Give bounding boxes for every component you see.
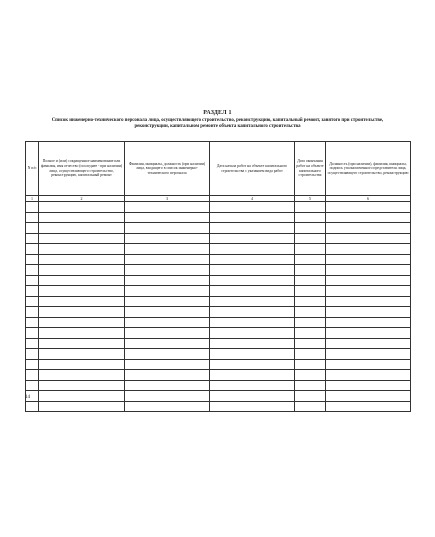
table-cell [39,317,125,328]
table-cell [295,212,326,223]
table-row [26,233,411,244]
table-cell [326,380,411,391]
table-cell [326,317,411,328]
table-cell [210,223,295,234]
table-cell [210,338,295,349]
table-cell [326,328,411,339]
table-cell [125,286,210,297]
table-row [26,212,411,223]
table-row [26,223,411,234]
table-cell [210,391,295,402]
table-cell [295,307,326,318]
table-cell [26,233,39,244]
table-cell [210,317,295,328]
table-cell [326,359,411,370]
table-row [26,275,411,286]
table-cell [26,244,39,255]
table-cell [210,307,295,318]
table-cell [125,244,210,255]
table-cell [210,380,295,391]
column-number: 2 [39,196,125,202]
table-cell [210,275,295,286]
table-row [26,317,411,328]
table-cell [295,391,326,402]
page-number: 14 [25,395,30,400]
table-cell [26,202,39,213]
header-col-4: Дата начала работ на объекте капитального строительства с указанием вида работ [210,142,295,196]
table-cell [39,296,125,307]
table-cell [326,370,411,381]
table-cell [125,223,210,234]
table-cell [125,349,210,360]
table-cell [210,265,295,276]
table-cell [210,244,295,255]
table-row [26,328,411,339]
table-cell [295,275,326,286]
table-cell [295,286,326,297]
table-cell [210,349,295,360]
table-cell [326,254,411,265]
table-cell [210,233,295,244]
table-cell [326,401,411,412]
table-cell [210,212,295,223]
table-cell [125,359,210,370]
header-col-1: N п/п [26,142,39,196]
table-row [26,370,411,381]
table-cell [295,233,326,244]
table-cell [125,233,210,244]
table-cell [326,223,411,234]
table-cell [39,349,125,360]
table-cell [295,380,326,391]
table-cell [26,212,39,223]
table-row [26,391,411,402]
table-cell [295,370,326,381]
header-col-6: Должность (при наличии), фамилия, инициалы, подпись уполномоченного представителя лица, осуществляющего строительство, реконструкцию [326,142,411,196]
table-row [26,265,411,276]
column-number: 5 [295,196,326,202]
table-cell [210,359,295,370]
table-cell [26,317,39,328]
table-cell [26,338,39,349]
table-cell [39,275,125,286]
column-number: 1 [26,196,39,202]
table-cell [295,338,326,349]
table-cell [39,244,125,255]
header-col-2: Полное и (или) сокращенное наименование или фамилия, имя отчество (последнее - при наличии) лица, осуществляющего строительство, реконструкцию, капитальный ремонт [39,142,125,196]
table-cell [26,265,39,276]
table-cell [125,391,210,402]
table-cell [125,317,210,328]
table-cell [210,286,295,297]
table-cell [26,328,39,339]
table-cell [125,254,210,265]
table-cell [39,233,125,244]
table-cell [326,286,411,297]
column-number: 4 [210,196,295,202]
table-cell [295,359,326,370]
table-cell [210,328,295,339]
table-cell [26,223,39,234]
column-number: 6 [326,196,411,202]
table-cell [39,338,125,349]
section-title: РАЗДЕЛ 1 [203,110,232,116]
table-cell [39,370,125,381]
table-cell [295,317,326,328]
table-row [26,380,411,391]
table-cell [26,380,39,391]
table-cell [326,338,411,349]
table-cell [326,275,411,286]
table-cell [125,296,210,307]
table-cell [295,244,326,255]
table-cell [26,254,39,265]
table-cell [326,265,411,276]
table-cell [326,296,411,307]
table-cell [210,401,295,412]
table-cell [26,370,39,381]
table-cell [125,380,210,391]
header-col-3: Фамилия, инициалы, должность (при наличии) лица, входящего в список инженерно-технического персонала [125,142,210,196]
table-cell [295,202,326,213]
header-col-5: Дата окончания работ на объекте капитального строительства [295,142,326,196]
table-row [26,202,411,213]
table-row [26,254,411,265]
table-cell [39,223,125,234]
table-cell [125,275,210,286]
personnel-table [25,141,411,412]
table-cell [125,401,210,412]
table-cell [39,307,125,318]
table-cell [326,212,411,223]
table-cell [26,296,39,307]
table-cell [125,212,210,223]
table-row [26,359,411,370]
table-cell [125,328,210,339]
column-number: 3 [125,196,210,202]
table-cell [39,391,125,402]
table-cell [295,265,326,276]
table-cell [39,286,125,297]
table-row [26,349,411,360]
table-cell [39,359,125,370]
table-row [26,244,411,255]
table-subtitle: Список инженерно-технического персонала лица, осуществляющего строительство, реконструкцию, капитальный ремонт, занятого при строительстве, реконструкции, капитальном ремонте объекта капитального строительства [51,118,384,130]
table-cell [39,212,125,223]
table-cell [39,328,125,339]
table-cell [125,338,210,349]
table-cell [26,275,39,286]
table-row [26,307,411,318]
table-cell [295,254,326,265]
table-cell [295,401,326,412]
table-cell [26,359,39,370]
table-row [26,401,411,412]
table-cell [39,401,125,412]
table-cell [26,349,39,360]
table-cell [326,349,411,360]
table-cell [125,370,210,381]
table-cell [26,286,39,297]
table-cell [210,254,295,265]
table-cell [210,202,295,213]
table-cell [295,296,326,307]
table-cell [326,202,411,213]
table-cell [125,307,210,318]
table-row [26,338,411,349]
table-cell [39,380,125,391]
table-cell [295,349,326,360]
table-cell [210,370,295,381]
table-cell [326,233,411,244]
table-cell [295,328,326,339]
table-cell [295,223,326,234]
table-cell [26,401,39,412]
table-cell [210,296,295,307]
table-cell [39,202,125,213]
header-row [26,142,411,196]
table-cell [326,391,411,402]
table-cell [125,202,210,213]
table-row [26,296,411,307]
table-row [26,286,411,297]
table-cell [125,265,210,276]
table-cell [26,307,39,318]
table-cell [39,254,125,265]
table-cell [39,265,125,276]
table-cell [326,244,411,255]
table-cell [326,307,411,318]
